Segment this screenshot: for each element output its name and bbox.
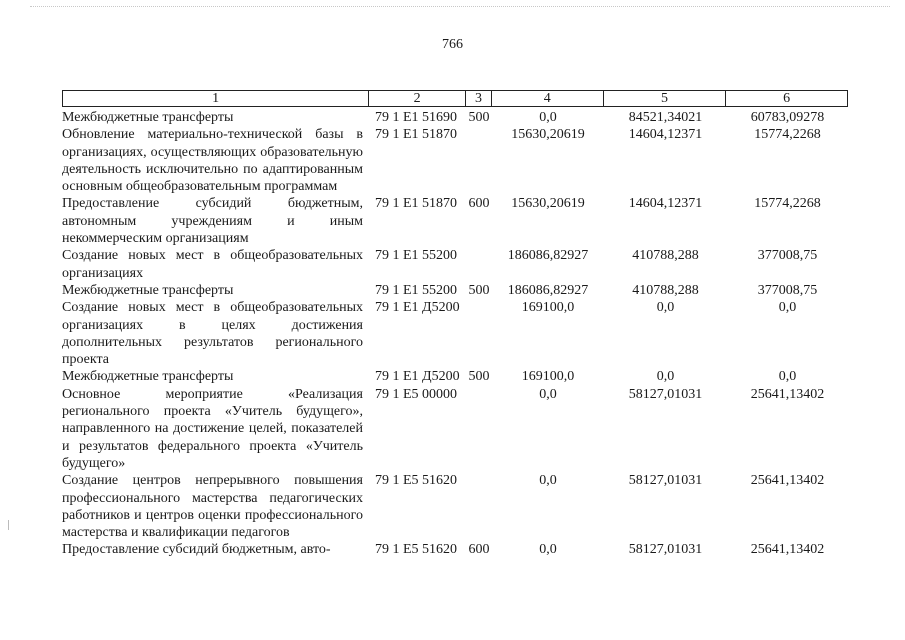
table-row — [62, 541, 848, 558]
row-value-6: 377008,75 — [757, 282, 818, 298]
row-description: Предоставление субсидий бюджетным, авто- — [62, 542, 331, 558]
row-value-6: 0,0 — [778, 369, 797, 385]
row-value-5: 0,0 — [656, 369, 675, 385]
row-expense-type — [466, 247, 492, 282]
row-code: 79 1 E1 55200 — [375, 248, 458, 264]
row-code: 79 1 E5 00000 — [375, 386, 458, 402]
scan-artifact-mark — [8, 520, 9, 530]
row-value-6: 25641,13402 — [750, 473, 825, 489]
row-value-6: 0,0 — [778, 300, 797, 316]
row-description: Межбюджетные трансферты — [62, 369, 234, 385]
row-description: Основное мероприятие «Реализация регионального проекта «Учитель будущего», направленного на достижение целей, показателей и результатов федерального проекта «Учитель будущего» — [62, 386, 363, 471]
row-description: Обновление материально-технической базы в организациях, осуществляющих образовательную деятельность исключительно по адаптированным основным общеобразовательным программам — [62, 127, 363, 195]
row-code: 79 1 E1 Д5200 — [375, 300, 460, 316]
row-value-5: 58127,01031 — [628, 386, 703, 402]
row-value-4: 0,0 — [539, 542, 557, 558]
row-description: Создание центров непрерывного повышения профессионального мастерства педагогических работников и центров оценки профессионального мастерства и квалификации педагогов — [62, 473, 363, 541]
column-header-3: 3 — [466, 91, 492, 106]
table-header — [62, 90, 848, 107]
column-header-4: 4 — [492, 91, 604, 106]
column-header-2: 2 — [369, 91, 466, 106]
row-description: Создание новых мест в общеобразовательных организациях в целях достижения дополнительных результатов регионального проекта — [62, 300, 363, 368]
row-value-4: 169100,0 — [521, 300, 575, 316]
row-expense-type: 500 — [468, 369, 490, 385]
row-value-4: 186086,82927 — [507, 282, 589, 298]
row-value-4: 0,0 — [539, 386, 557, 402]
row-code: 79 1 E1 Д5200 — [375, 369, 460, 385]
row-value-5: 410788,288 — [632, 248, 699, 264]
row-description: Создание новых мест в общеобразовательных организациях — [62, 248, 363, 281]
row-value-6: 25641,13402 — [750, 386, 825, 402]
row-value-6: 60783,09278 — [750, 110, 825, 125]
page-number: 766 — [442, 37, 463, 52]
row-value-5: 410788,288 — [632, 282, 699, 298]
row-expense-type — [466, 126, 492, 195]
row-expense-type: 600 — [468, 542, 490, 558]
row-expense-type: 500 — [468, 282, 490, 298]
row-value-6: 15774,2268 — [754, 196, 821, 212]
row-value-6: 25641,13402 — [750, 542, 825, 558]
row-value-4: 0,0 — [539, 110, 557, 125]
table-row — [62, 299, 848, 368]
table-row — [62, 472, 848, 541]
table-row — [62, 126, 848, 195]
table-row — [62, 247, 848, 282]
row-code: 79 1 E5 51620 — [375, 542, 458, 558]
row-value-5: 58127,01031 — [628, 542, 703, 558]
table-row — [62, 368, 848, 385]
row-expense-type — [466, 386, 492, 472]
column-header-1: 1 — [63, 91, 369, 106]
scan-artifact-line — [30, 6, 890, 9]
row-value-4: 186086,82927 — [507, 248, 589, 264]
row-value-5: 0,0 — [656, 300, 675, 316]
row-value-4: 0,0 — [539, 473, 557, 489]
row-value-5: 84521,34021 — [628, 110, 703, 125]
row-code: 79 1 E1 51690 — [375, 110, 458, 125]
table-row — [62, 386, 848, 472]
row-description: Предоставление субсидий бюджетным, автономным учреждениям и иным некоммерческим организациям — [62, 196, 363, 247]
row-expense-type: 600 — [468, 196, 490, 212]
row-value-6: 15774,2268 — [754, 127, 821, 143]
table-row — [62, 109, 848, 126]
row-expense-type — [466, 299, 492, 368]
row-expense-type — [466, 472, 492, 541]
column-header-6: 6 — [783, 91, 791, 106]
row-expense-type: 500 — [468, 110, 490, 125]
row-value-6: 377008,75 — [757, 248, 818, 264]
row-code: 79 1 E1 51870 — [375, 127, 458, 143]
row-value-4: 15630,20619 — [511, 127, 585, 143]
row-code: 79 1 E1 55200 — [375, 282, 458, 298]
row-description: Межбюджетные трансферты — [62, 282, 234, 298]
row-value-5: 14604,12371 — [628, 196, 703, 212]
column-header-5: 5 — [604, 91, 727, 106]
table-body — [62, 109, 848, 559]
row-code: 79 1 E1 51870 — [375, 196, 458, 212]
table-row — [62, 195, 848, 247]
table-row — [62, 282, 848, 299]
row-code: 79 1 E5 51620 — [375, 473, 458, 489]
row-value-5: 58127,01031 — [628, 473, 703, 489]
row-value-5: 14604,12371 — [628, 127, 703, 143]
row-value-4: 15630,20619 — [511, 196, 585, 212]
row-value-4: 169100,0 — [521, 369, 575, 385]
row-description: Межбюджетные трансферты — [62, 110, 234, 125]
